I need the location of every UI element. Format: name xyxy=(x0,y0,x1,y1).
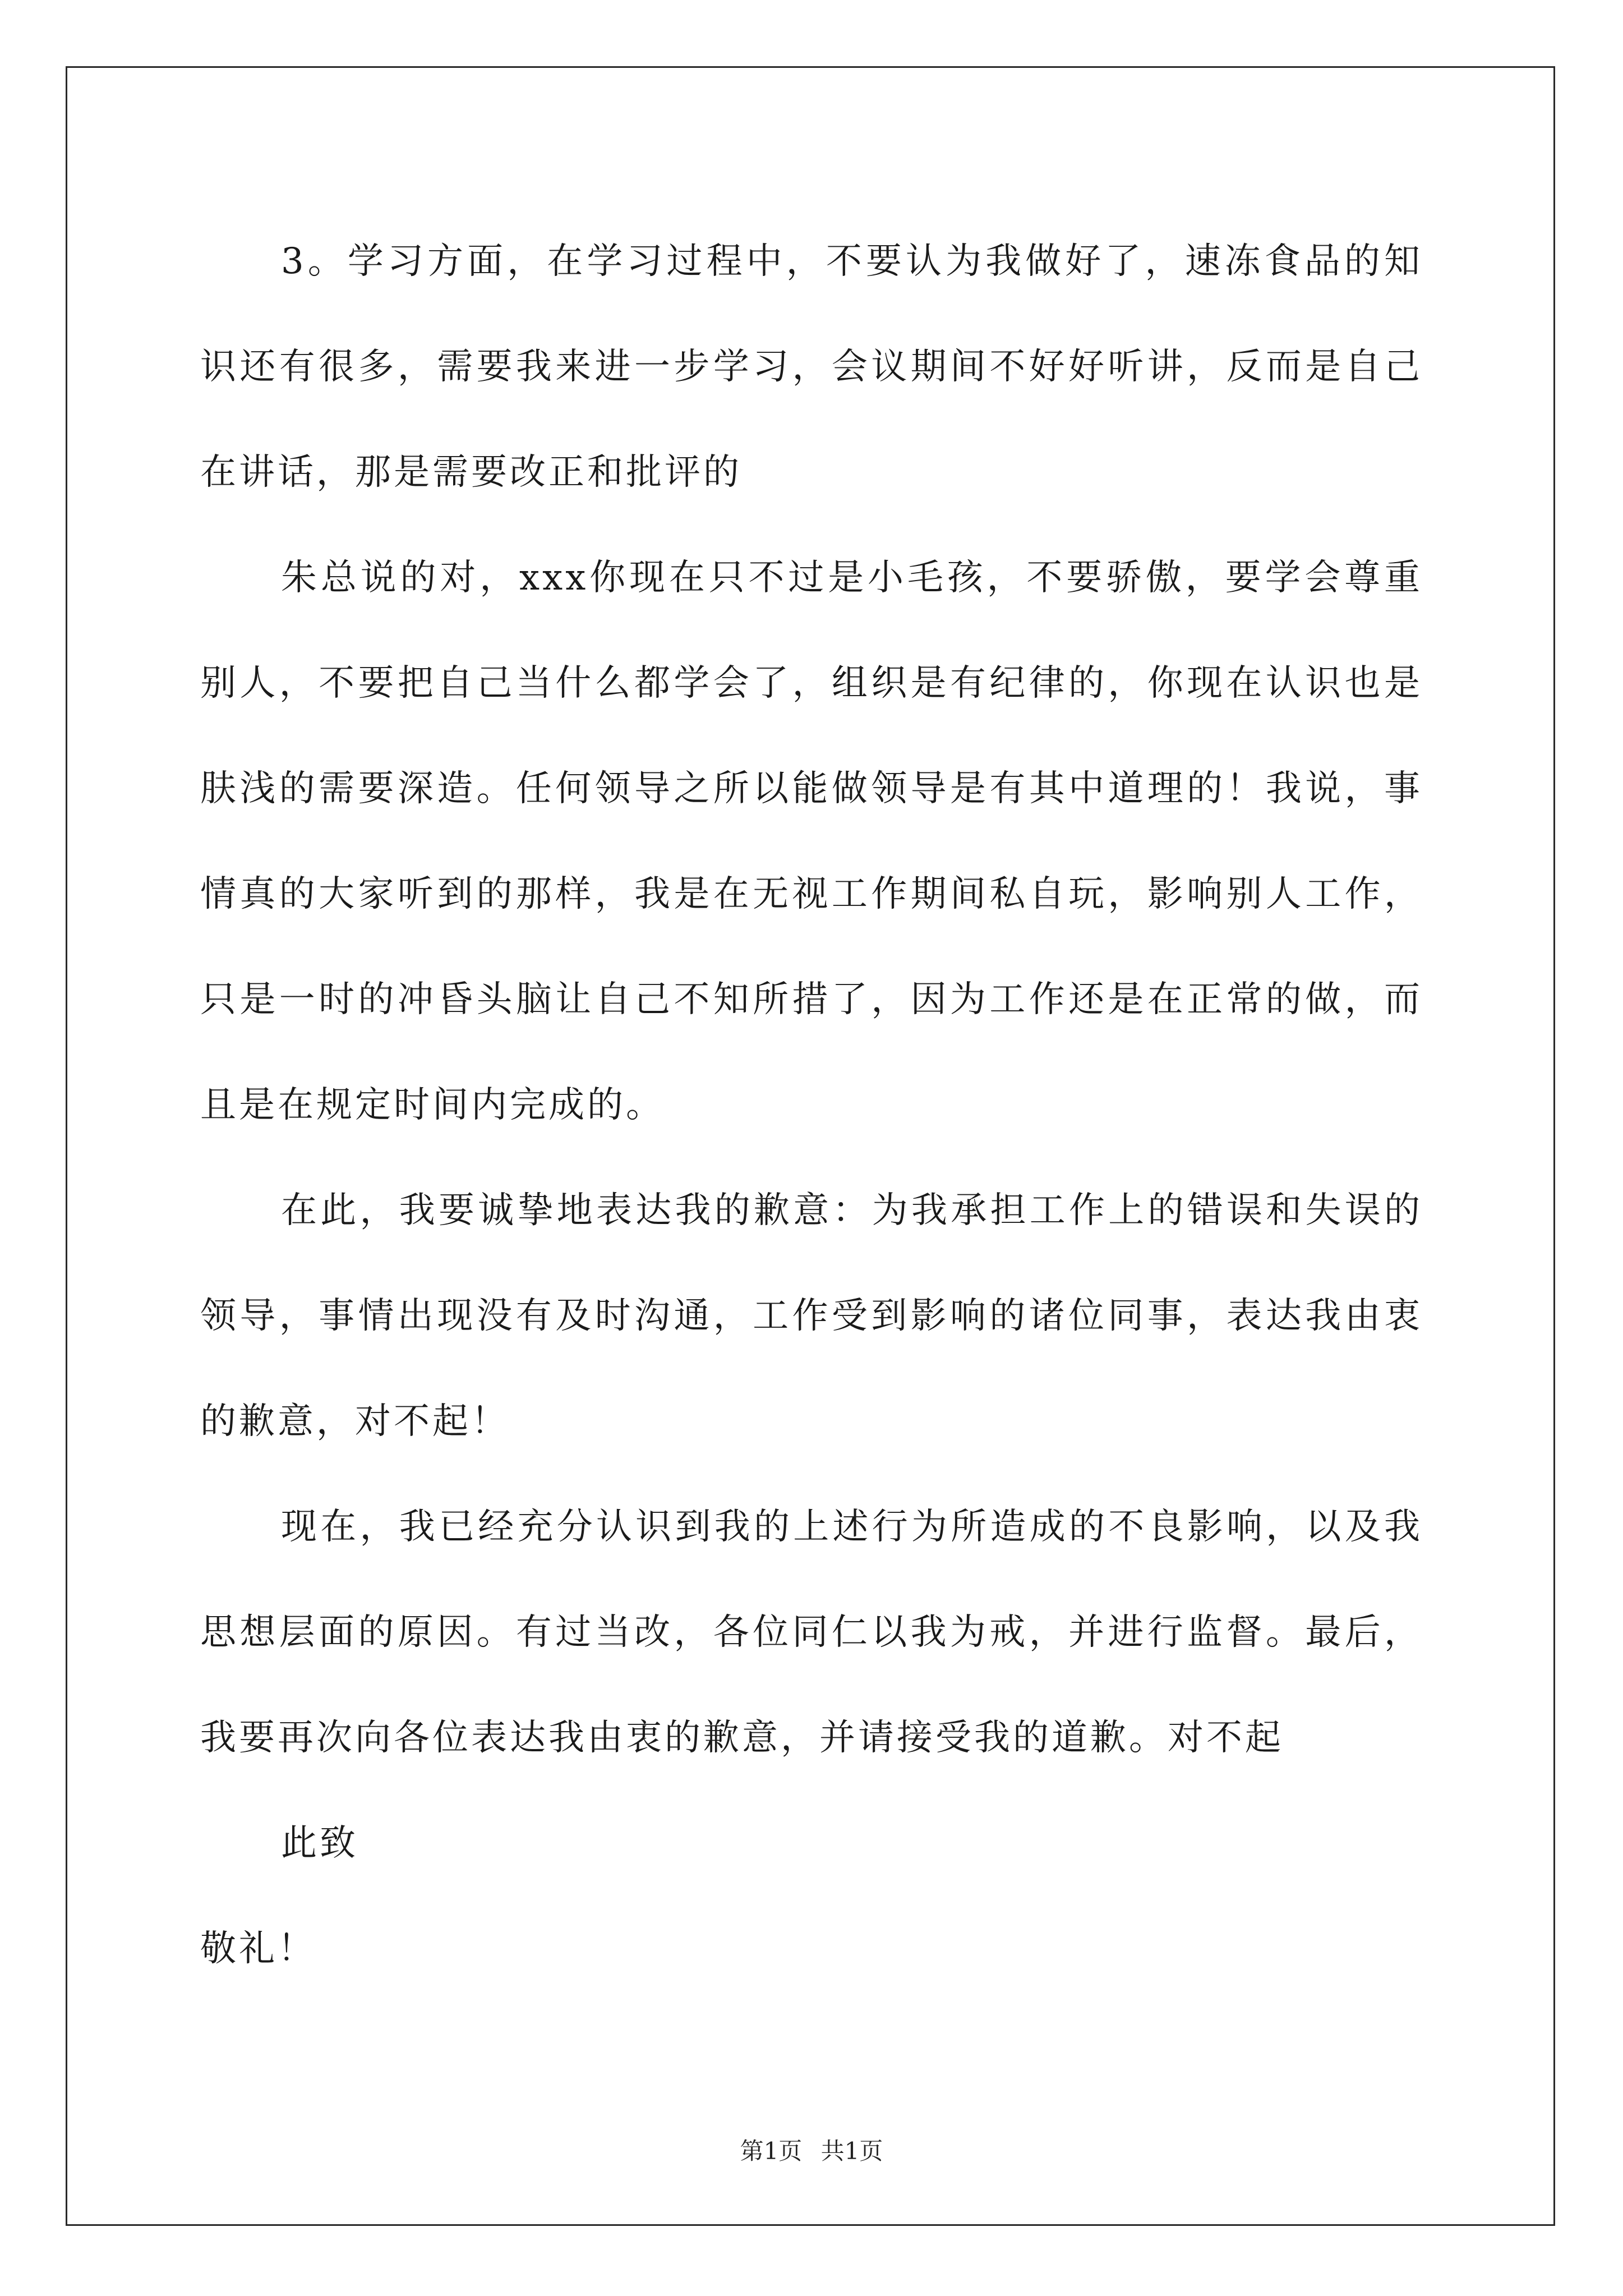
closing-cizhi: 此致 xyxy=(281,1823,358,1864)
paragraph-apology: 在此，我要诚挚地表达我的歉意：为我承担工作上的错误和失误的领导，事情出现没有及时沟通，工作受到影响的诸位同事，表达我由衷的歉意，对不起！ xyxy=(200,1190,1423,1442)
page-footer xyxy=(0,2133,1623,2166)
paragraph-reflection: 现在，我已经充分认识到我的上述行为所造成的不良影响，以及我思想层面的原因。有过当改，各位同仁以我为戒，并进行监督。最后，我要再次向各位表达我由衷的歉意，并请接受我的道歉。对不起 xyxy=(200,1506,1423,1759)
page-total: 共1页 xyxy=(820,2137,883,2165)
page-number: 第1页 xyxy=(740,2137,803,2165)
paragraph-study: 3。学习方面，在学习过程中，不要认为我做好了，速冻食品的知识还有很多，需要我来进一步学习，会议期间不好好听讲，反而是自己在讲话，那是需要改正和批评的 xyxy=(200,241,1423,493)
closing-jingli: 敬礼！ xyxy=(200,1928,316,1970)
paragraph-boss-comment: 朱总说的对，xxx你现在只不过是小毛孩，不要骄傲，要学会尊重别人，不要把自己当什么都学会了，组织是有纪律的，你现在认识也是肤浅的需要深造。任何领导之所以能做领导是有其中道理的！我说，事情真的大家听到的那样，我是在无视工作期间私自玩，影响别人工作，只是一时的冲昏头脑让自己不知所措了，因为工作还是在正常的做，而且是在规定时间内完成的。 xyxy=(200,557,1423,1126)
document-body xyxy=(200,209,1423,2001)
